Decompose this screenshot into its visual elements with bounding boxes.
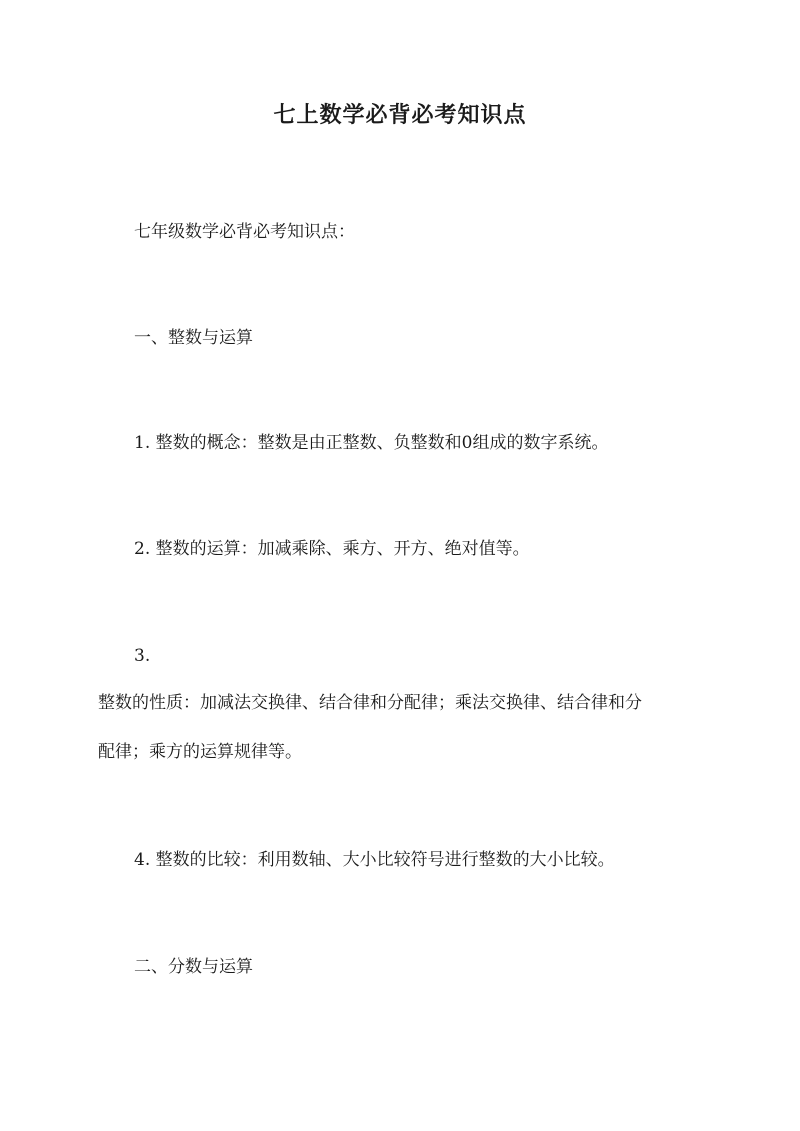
section-heading-fractions: 二、分数与运算 (134, 957, 253, 977)
list-item-continuation: 整数的性质：加减法交换律、结合律和分配律；乘法交换律、结合律和分 (98, 693, 642, 713)
list-item: 2. 整数的运算：加减乘除、乘方、开方、绝对值等。 (134, 539, 530, 559)
document-title: 七上数学必背必考知识点 (273, 102, 527, 128)
section-heading-integers: 一、整数与运算 (134, 328, 253, 348)
intro-text: 七年级数学必背必考知识点： (134, 222, 355, 242)
list-item: 1. 整数的概念：整数是由正整数、负整数和0组成的数字系统。 (134, 433, 609, 453)
list-item: 4. 整数的比较：利用数轴、大小比较符号进行整数的大小比较。 (134, 850, 615, 870)
list-item-number: 3. (134, 646, 151, 666)
list-item-continuation: 配律；乘方的运算规律等。 (98, 742, 302, 762)
